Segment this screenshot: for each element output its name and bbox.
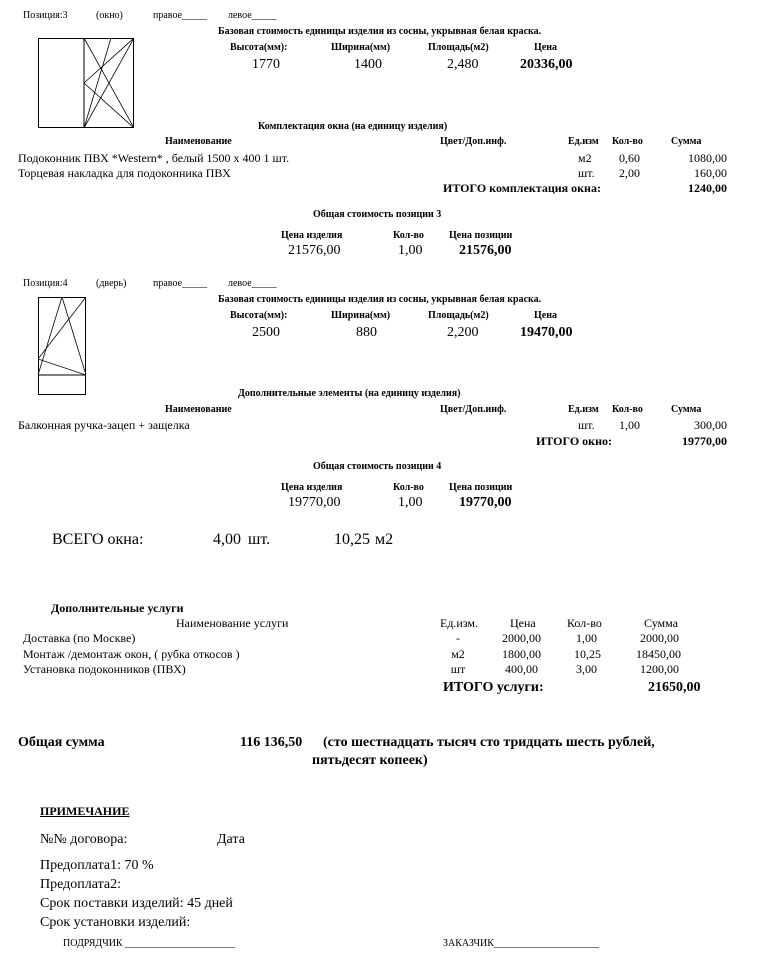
services-sum-header: Сумма bbox=[644, 616, 678, 630]
pos3-total-pos-price-header: Цена позиции bbox=[449, 230, 513, 241]
pos4-add-row-1-qty: 1,00 bbox=[619, 418, 640, 432]
position-4-label: Позиция:4 bbox=[23, 278, 68, 289]
pos3-comp-unit-header: Ед.изм bbox=[568, 136, 599, 147]
pos3-comp-row-1-sum: 1080,00 bbox=[688, 151, 727, 165]
pos3-base-title: Базовая стоимость единицы изделия из сосны, укрывная белая краска. bbox=[218, 26, 542, 37]
services-row-3-unit: шт bbox=[450, 662, 466, 676]
pos4-total-pos-price-value: 19770,00 bbox=[459, 495, 512, 510]
pos3-comp-row-2-name: Торцевая накладка для подоконника ПВХ bbox=[18, 166, 231, 180]
grand-total-label: Общая сумма bbox=[18, 735, 105, 750]
pos3-total-qty-header: Кол-во bbox=[393, 230, 424, 241]
pos3-comp-sum-header: Сумма bbox=[671, 136, 702, 147]
pos3-area-value: 2,480 bbox=[447, 57, 479, 72]
services-row-1-name: Доставка (по Москве) bbox=[23, 631, 136, 645]
window-sketch-pos3 bbox=[38, 38, 134, 128]
services-row-3-name: Установка подоконников (ПВХ) bbox=[23, 662, 186, 676]
position-3-type: (окно) bbox=[96, 10, 123, 21]
pos3-total-pos-price-value: 21576,00 bbox=[459, 243, 512, 258]
services-name-header: Наименование услуги bbox=[176, 616, 289, 630]
services-row-3-sum: 1200,00 bbox=[640, 662, 679, 676]
summary-label: ВСЕГО окна: bbox=[52, 531, 144, 548]
services-row-2-name: Монтаж /демонтаж окон, ( рубка откосов ) bbox=[23, 647, 240, 661]
pos4-add-total: 19770,00 bbox=[682, 434, 727, 448]
pos3-comp-title: Комплектация окна (на единицу изделия) bbox=[258, 121, 448, 132]
pos4-add-row-1-unit: шт. bbox=[578, 418, 595, 432]
pos4-add-title: Дополнительные элементы (на единицу изделия) bbox=[238, 388, 461, 399]
pos3-total-price-header: Цена изделия bbox=[281, 230, 343, 241]
position-4-right: правое_____ bbox=[153, 278, 208, 289]
services-row-2-sum: 18450,00 bbox=[636, 647, 681, 661]
pos3-comp-total: 1240,00 bbox=[688, 181, 727, 195]
services-row-2-price: 1800,00 bbox=[502, 647, 541, 661]
position-3-right: правое_____ bbox=[153, 10, 208, 21]
services-row-3-qty: 3,00 bbox=[576, 662, 597, 676]
pos4-height-header: Высота(мм): bbox=[230, 310, 288, 321]
pos3-comp-row-2-qty: 2,00 bbox=[619, 166, 640, 180]
services-qty-header: Кол-во bbox=[567, 616, 602, 630]
pos3-price-value: 20336,00 bbox=[520, 57, 573, 72]
contractor-signature-line: ПОДРЯДЧИК ______________________ bbox=[63, 938, 236, 949]
door-sketch-pos4 bbox=[38, 297, 86, 395]
pos4-total-price-value: 19770,00 bbox=[288, 495, 341, 510]
pos3-comp-total-label: ИТОГО комплектация окна: bbox=[443, 181, 601, 195]
summary-count-unit: шт. bbox=[248, 531, 271, 548]
pos4-add-qty-header: Кол-во bbox=[612, 404, 643, 415]
position-3-left: левое_____ bbox=[228, 10, 277, 21]
services-price-header: Цена bbox=[510, 616, 536, 630]
pos4-total-qty-header: Кол-во bbox=[393, 482, 424, 493]
note-installation-term: Срок установки изделий: bbox=[40, 915, 191, 930]
pos4-height-value: 2500 bbox=[252, 325, 280, 340]
customer-signature-line: ЗАКАЗЧИК_____________________ bbox=[443, 938, 599, 949]
summary-count: 4,00 bbox=[213, 531, 241, 548]
services-row-1-unit: - bbox=[456, 631, 460, 645]
pos3-area-header: Площадь(м2) bbox=[428, 42, 489, 53]
services-total-label: ИТОГО услуги: bbox=[443, 680, 544, 695]
pos3-height-value: 1770 bbox=[252, 57, 280, 72]
pos4-total-qty-value: 1,00 bbox=[398, 495, 423, 510]
pos4-base-title: Базовая стоимость единицы изделия из сосны, укрывная белая краска. bbox=[218, 294, 542, 305]
pos3-comp-row-1-qty: 0,60 bbox=[619, 151, 640, 165]
summary-area-unit: м2 bbox=[375, 531, 394, 548]
services-row-2-unit: м2 bbox=[451, 647, 465, 661]
pos4-total-price-header: Цена изделия bbox=[281, 482, 343, 493]
pos3-price-header: Цена bbox=[534, 42, 557, 53]
pos4-add-sum-header: Сумма bbox=[671, 404, 702, 415]
pos4-price-value: 19470,00 bbox=[520, 325, 573, 340]
pos4-area-value: 2,200 bbox=[447, 325, 479, 340]
pos3-total-qty-value: 1,00 bbox=[398, 243, 423, 258]
pos4-total-pos-price-header: Цена позиции bbox=[449, 482, 513, 493]
grand-total-amount: 116 136,50 bbox=[240, 735, 303, 750]
position-4-type: (дверь) bbox=[96, 278, 127, 289]
pos3-comp-color-header: Цвет/Доп.инф. bbox=[440, 136, 507, 147]
note-date: Дата bbox=[217, 832, 245, 847]
services-unit-header: Ед.изм. bbox=[440, 616, 479, 630]
pos3-total-price-value: 21576,00 bbox=[288, 243, 341, 258]
pos4-add-color-header: Цвет/Доп.инф. bbox=[440, 404, 507, 415]
note-delivery-term: Срок поставки изделий: 45 дней bbox=[40, 896, 233, 911]
pos3-comp-name-header: Наименование bbox=[165, 136, 232, 147]
pos4-add-row-1-name: Балконная ручка-зацеп + защелка bbox=[18, 418, 190, 432]
pos4-add-row-1-sum: 300,00 bbox=[694, 418, 727, 432]
pos3-comp-row-1-unit: м2 bbox=[578, 151, 592, 165]
pos3-width-value: 1400 bbox=[354, 57, 382, 72]
pos4-width-header: Ширина(мм) bbox=[331, 310, 391, 321]
pos3-height-header: Высота(мм): bbox=[230, 42, 288, 53]
pos3-comp-row-2-sum: 160,00 bbox=[694, 166, 727, 180]
pos3-width-header: Ширина(мм) bbox=[331, 42, 391, 53]
position-3-label: Позиция:3 bbox=[23, 10, 68, 21]
pos4-area-header: Площадь(м2) bbox=[428, 310, 489, 321]
note-prepayment-2: Предоплата2: bbox=[40, 877, 121, 892]
pos4-width-value: 880 bbox=[356, 325, 377, 340]
summary-area: 10,25 bbox=[334, 531, 370, 548]
pos4-price-header: Цена bbox=[534, 310, 557, 321]
grand-total-words-line2: пятьдесят копеек) bbox=[312, 753, 428, 768]
pos4-add-name-header: Наименование bbox=[165, 404, 232, 415]
note-title: ПРИМЕЧАНИЕ bbox=[40, 804, 130, 818]
services-title: Дополнительные услуги bbox=[51, 601, 184, 615]
pos3-comp-row-2-unit: шт. bbox=[578, 166, 595, 180]
pos4-add-total-label: ИТОГО окно: bbox=[536, 434, 613, 448]
position-4-left: левое_____ bbox=[228, 278, 277, 289]
grand-total-words-line1: (сто шестнадцать тысяч сто тридцать шесть рублей, bbox=[323, 735, 655, 750]
pos3-comp-row-1-name: Подоконник ПВХ *Western* , белый 1500 x 400 1 шт. bbox=[18, 151, 290, 165]
note-prepayment-1: Предоплата1: 70 % bbox=[40, 858, 154, 873]
services-total: 21650,00 bbox=[648, 680, 701, 695]
services-row-1-price: 2000,00 bbox=[502, 631, 541, 645]
services-row-1-sum: 2000,00 bbox=[640, 631, 679, 645]
services-row-1-qty: 1,00 bbox=[576, 631, 597, 645]
note-contract-number: №№ договора: bbox=[40, 832, 128, 847]
services-row-2-qty: 10,25 bbox=[574, 647, 601, 661]
pos3-comp-qty-header: Кол-во bbox=[612, 136, 643, 147]
pos4-total-title: Общая стоимость позиции 4 bbox=[313, 461, 442, 472]
services-row-3-price: 400,00 bbox=[505, 662, 538, 676]
pos3-total-title: Общая стоимость позиции 3 bbox=[313, 209, 442, 220]
pos4-add-unit-header: Ед.изм bbox=[568, 404, 599, 415]
